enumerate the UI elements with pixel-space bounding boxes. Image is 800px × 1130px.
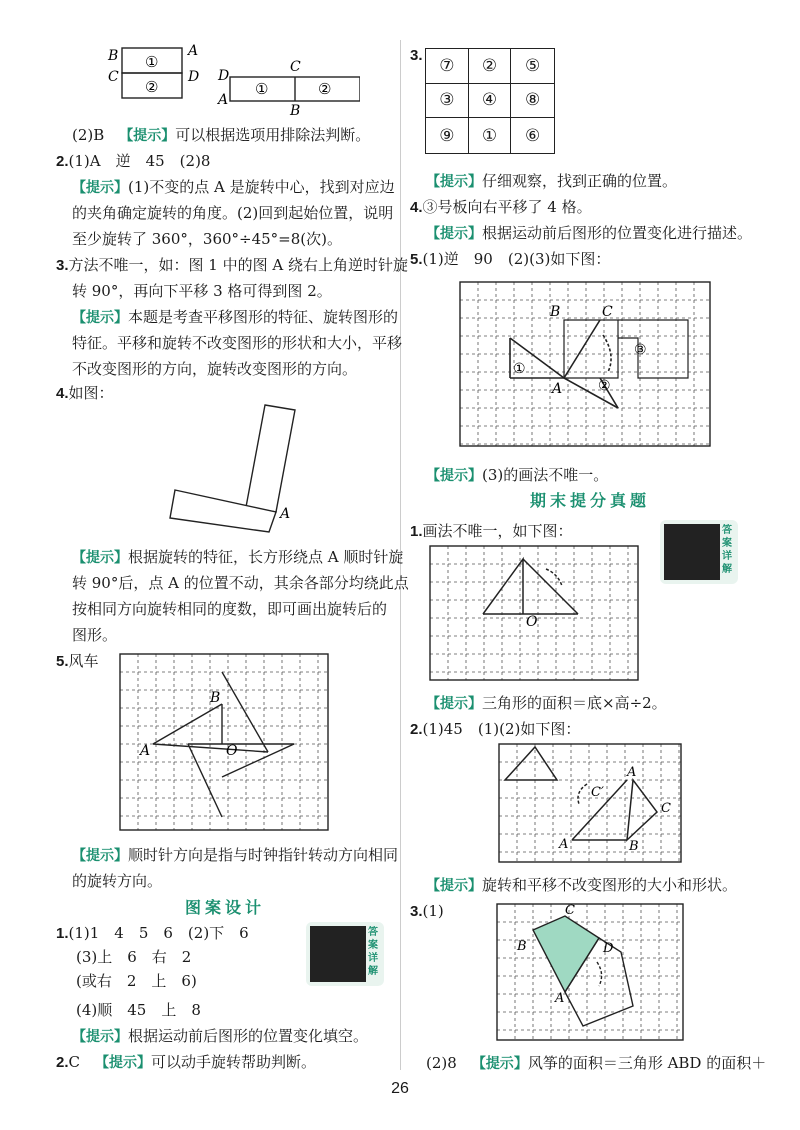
label-B: B xyxy=(108,48,119,64)
answer-q3: 3.方法不唯一，如：图 1 中的图 A 绕右上角逆时针旋 xyxy=(56,256,408,274)
triangle-grid xyxy=(428,544,640,682)
qr-code-icon xyxy=(664,524,720,580)
svg-text:C: C xyxy=(565,903,575,918)
svg-text:C: C xyxy=(602,304,613,320)
svg-text:A: A xyxy=(627,765,637,780)
number-board-grid xyxy=(425,48,555,154)
svg-text:B: B xyxy=(550,304,561,320)
rotation-grid xyxy=(458,280,712,448)
windmill-grid xyxy=(118,652,330,832)
svg-text:B: B xyxy=(290,103,301,119)
svg-text:B: B xyxy=(629,839,639,854)
answer-q4: 4.如图： xyxy=(56,384,114,402)
answer-q5: 5.风车 xyxy=(56,652,99,670)
section-title-final-exam: 期末提分真题 xyxy=(530,491,651,510)
svg-text:①: ① xyxy=(255,80,269,98)
board-cell: ① xyxy=(469,118,512,153)
svg-text:O: O xyxy=(226,743,238,759)
board-cell: ⑨ xyxy=(426,118,469,153)
svg-text:A: A xyxy=(559,837,569,852)
page-number: 26 xyxy=(391,1080,409,1097)
svg-text:A: A xyxy=(552,381,563,397)
board-cell: ⑤ xyxy=(511,49,554,84)
svg-text:A: A xyxy=(218,92,229,108)
svg-text:A: A xyxy=(280,506,291,522)
kite-grid xyxy=(495,902,685,1042)
board-cell: ③ xyxy=(426,84,469,119)
label-circle-2: ② xyxy=(145,78,159,96)
svg-text:A: A xyxy=(140,743,151,759)
board-cell: ⑥ xyxy=(525,125,541,146)
label-C: C xyxy=(108,69,119,85)
svg-text:A: A xyxy=(555,991,565,1006)
board-cell: ⑧ xyxy=(511,84,554,119)
label-D: D xyxy=(188,69,200,85)
svg-text:O: O xyxy=(526,614,538,630)
svg-text:B: B xyxy=(210,690,221,706)
svg-text:C′: C′ xyxy=(591,785,604,800)
svg-text:②: ② xyxy=(598,378,611,394)
label-circle-1: ① xyxy=(145,53,159,71)
svg-text:B: B xyxy=(517,939,527,954)
board-cell: ⑦ xyxy=(426,49,469,84)
qr-code-icon xyxy=(310,926,366,982)
answer-l1: (2)B 【提示】可以根据选项用排除法判断。 xyxy=(72,126,371,144)
translation-grid xyxy=(497,742,683,864)
svg-text:①: ① xyxy=(513,361,526,377)
svg-text:C: C xyxy=(290,59,301,75)
board-cell: ④ xyxy=(469,84,512,119)
figure-rotated-rectangles xyxy=(160,400,310,535)
svg-text:③: ③ xyxy=(634,342,647,358)
qr-code-answer-2[interactable]: 答案详解 xyxy=(660,520,738,584)
label-A: A xyxy=(188,43,199,59)
answer-q2: 2.(1)A 逆 45 (2)8 xyxy=(56,152,211,170)
svg-text:C: C xyxy=(661,801,671,816)
qr-code-answer[interactable]: 答案详解 xyxy=(306,922,384,986)
svg-text:D: D xyxy=(603,941,614,956)
svg-text:②: ② xyxy=(318,80,332,98)
board-cell: ② xyxy=(469,49,512,84)
figure-rectangles xyxy=(100,40,360,120)
section-title-pattern-design: 图案设计 xyxy=(185,898,266,917)
svg-text:D: D xyxy=(218,68,230,84)
